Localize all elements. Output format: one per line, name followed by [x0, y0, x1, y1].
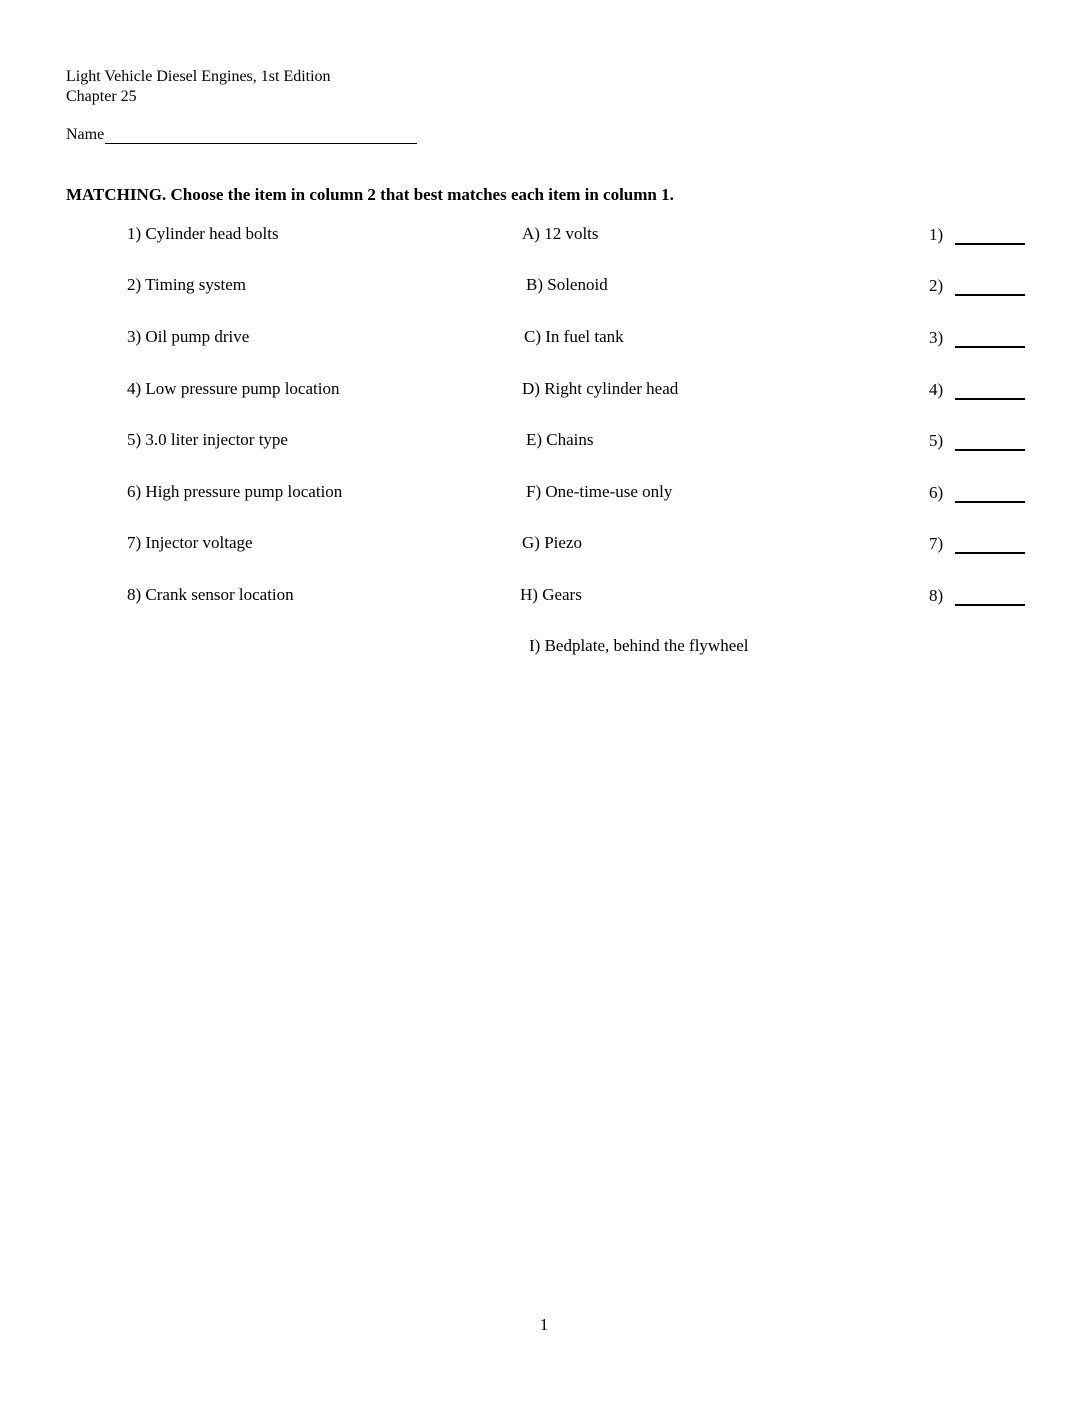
- term-8: 8) Crank sensor location: [127, 585, 294, 604]
- term-4: 4) Low pressure pump location: [127, 379, 340, 398]
- answer-blank[interactable]: [955, 585, 1025, 606]
- choice-d: D) Right cylinder head: [522, 379, 679, 398]
- answer-blank[interactable]: [955, 430, 1025, 451]
- answer-blank[interactable]: [955, 224, 1025, 245]
- answer-number: 7): [929, 534, 944, 553]
- answer-row-1: [929, 224, 1027, 245]
- answer-row-6: [929, 482, 1027, 503]
- answer-blank[interactable]: [955, 482, 1025, 503]
- answer-number: 4): [929, 380, 944, 399]
- book-title: Light Vehicle Diesel Engines, 1st Edition: [66, 68, 331, 85]
- term-2: 2) Timing system: [127, 275, 247, 294]
- choice-i: I) Bedplate, behind the flywheel: [529, 636, 749, 655]
- choice-a: A) 12 volts: [522, 224, 599, 243]
- answer-row-8: [929, 585, 1027, 606]
- page-number: 1: [539, 1315, 549, 1334]
- answer-number: 1): [929, 225, 944, 244]
- choice-e: E) Chains: [526, 430, 594, 449]
- matching-instructions: MATCHING. Choose the item in column 2 that best matches each item in column 1.: [66, 185, 674, 204]
- answer-row-5: [929, 430, 1027, 451]
- chapter-label: Chapter 25: [66, 88, 137, 105]
- answer-number: 3): [929, 328, 944, 347]
- term-1: 1) Cylinder head bolts: [127, 224, 279, 243]
- answer-number: 5): [929, 431, 944, 450]
- term-7: 7) Injector voltage: [127, 533, 253, 552]
- term-3: 3) Oil pump drive: [127, 327, 250, 346]
- answer-blank[interactable]: [955, 533, 1025, 554]
- answer-blank[interactable]: [955, 379, 1025, 400]
- name-label: Name: [66, 126, 105, 143]
- answer-row-2: [929, 275, 1027, 296]
- name-row: [66, 124, 417, 144]
- term-6: 6) High pressure pump location: [127, 482, 343, 501]
- name-field[interactable]: [105, 124, 417, 144]
- answer-row-7: [929, 533, 1027, 554]
- answer-blank[interactable]: [955, 327, 1025, 348]
- answer-blank[interactable]: [955, 275, 1025, 296]
- answer-row-4: [929, 379, 1027, 400]
- choice-f: F) One-time-use only: [526, 482, 673, 501]
- choice-g: G) Piezo: [522, 533, 582, 552]
- answer-row-3: [929, 327, 1027, 348]
- answer-number: 6): [929, 483, 944, 502]
- answer-number: 2): [929, 276, 944, 295]
- choice-b: B) Solenoid: [526, 275, 608, 294]
- choice-c: C) In fuel tank: [524, 327, 624, 346]
- choice-h: H) Gears: [520, 585, 582, 604]
- term-5: 5) 3.0 liter injector type: [127, 430, 288, 449]
- answer-number: 8): [929, 586, 944, 605]
